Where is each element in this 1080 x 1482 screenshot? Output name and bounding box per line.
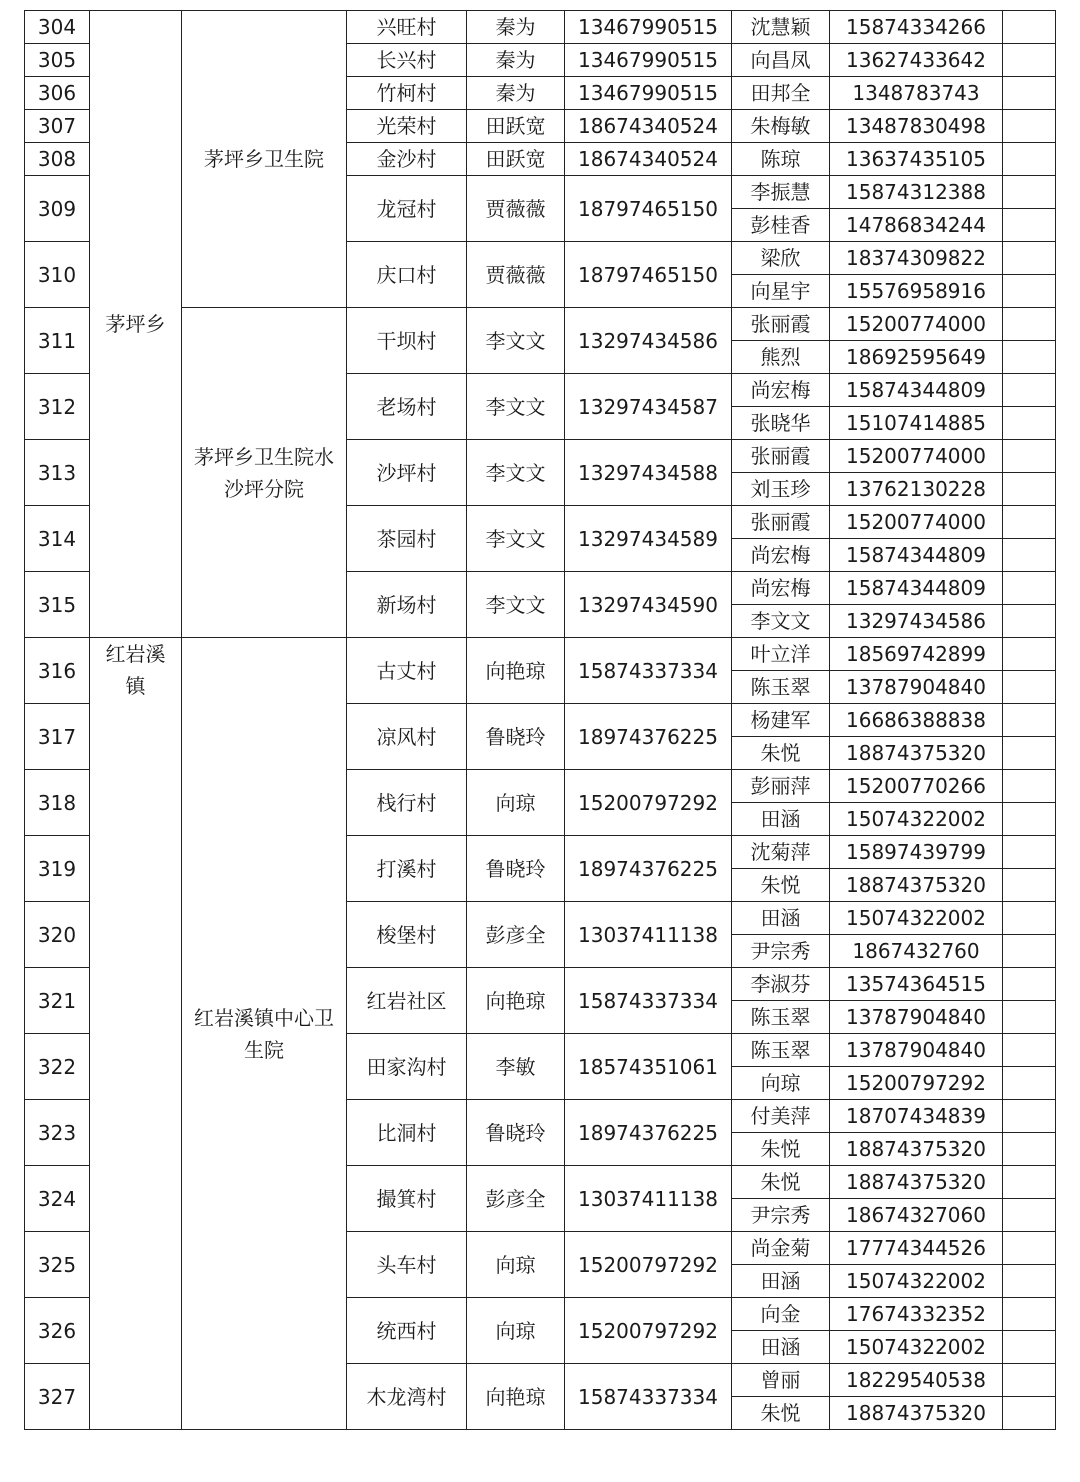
blank-cell: [1003, 1133, 1056, 1166]
hospital-cell: 茅坪乡卫生院: [182, 11, 347, 308]
blank-cell: [1003, 506, 1056, 539]
contact-phone-cell: 18874375320: [830, 737, 1003, 770]
blank-cell: [1003, 308, 1056, 341]
contact-phone-cell: 15874344809: [830, 374, 1003, 407]
contact-name-cell: 彭桂香: [732, 209, 830, 242]
doctor-phone-cell: 15200797292: [565, 1298, 732, 1364]
blank-cell: [1003, 671, 1056, 704]
blank-cell: [1003, 11, 1056, 44]
contact-phone-cell: 18374309822: [830, 242, 1003, 275]
row-number: 326: [25, 1298, 90, 1364]
blank-cell: [1003, 836, 1056, 869]
blank-cell: [1003, 275, 1056, 308]
contact-name-cell: 彭丽萍: [732, 770, 830, 803]
doctor-phone-cell: 18674340524: [565, 143, 732, 176]
contact-name-cell: 张晓华: [732, 407, 830, 440]
blank-cell: [1003, 1067, 1056, 1100]
doctor-name-cell: 贾薇薇: [467, 242, 565, 308]
blank-cell: [1003, 935, 1056, 968]
doctor-name-cell: 向艳琼: [467, 638, 565, 704]
doctor-phone-cell: 15200797292: [565, 1232, 732, 1298]
row-number: 307: [25, 110, 90, 143]
contact-name-cell: 向金: [732, 1298, 830, 1331]
doctor-phone-cell: 15874337334: [565, 638, 732, 704]
doctor-phone-cell: 13467990515: [565, 77, 732, 110]
row-number: 321: [25, 968, 90, 1034]
contact-phone-cell: 15897439799: [830, 836, 1003, 869]
table-row: [25, 11, 1056, 44]
doctor-name-cell: 向琼: [467, 1232, 565, 1298]
doctor-name-cell: 李文文: [467, 308, 565, 374]
doctor-name-cell: 向琼: [467, 770, 565, 836]
blank-cell: [1003, 1364, 1056, 1397]
row-number: 313: [25, 440, 90, 506]
contact-phone-cell: 13627433642: [830, 44, 1003, 77]
blank-cell: [1003, 1100, 1056, 1133]
row-number: 318: [25, 770, 90, 836]
contact-phone-cell: 18874375320: [830, 1166, 1003, 1199]
contact-name-cell: 向琼: [732, 1067, 830, 1100]
contact-phone-cell: 13787904840: [830, 671, 1003, 704]
row-number: 316: [25, 638, 90, 704]
blank-cell: [1003, 968, 1056, 1001]
contact-name-cell: 田涵: [732, 1331, 830, 1364]
doctor-name-cell: 鲁晓玲: [467, 704, 565, 770]
contact-name-cell: 李淑芬: [732, 968, 830, 1001]
blank-cell: [1003, 77, 1056, 110]
blank-cell: [1003, 638, 1056, 671]
contact-phone-cell: 18674327060: [830, 1199, 1003, 1232]
village-cell: 梭堡村: [347, 902, 467, 968]
blank-cell: [1003, 1001, 1056, 1034]
blank-cell: [1003, 473, 1056, 506]
contact-name-cell: 杨建军: [732, 704, 830, 737]
doctor-name-cell: 李文文: [467, 374, 565, 440]
row-number: 317: [25, 704, 90, 770]
blank-cell: [1003, 1166, 1056, 1199]
contact-phone-cell: 18874375320: [830, 869, 1003, 902]
blank-cell: [1003, 770, 1056, 803]
contact-phone-cell: 15874344809: [830, 572, 1003, 605]
row-number: 325: [25, 1232, 90, 1298]
doctor-phone-cell: 18574351061: [565, 1034, 732, 1100]
contact-phone-cell: 13787904840: [830, 1001, 1003, 1034]
row-number: 310: [25, 242, 90, 308]
row-number: 314: [25, 506, 90, 572]
contact-name-cell: 朱悦: [732, 737, 830, 770]
village-cell: 茶园村: [347, 506, 467, 572]
contact-phone-cell: 13787904840: [830, 1034, 1003, 1067]
blank-cell: [1003, 737, 1056, 770]
contact-name-cell: 陈琼: [732, 143, 830, 176]
contact-name-cell: 陈玉翠: [732, 671, 830, 704]
village-cell: 金沙村: [347, 143, 467, 176]
blank-cell: [1003, 902, 1056, 935]
row-number: 315: [25, 572, 90, 638]
blank-cell: [1003, 44, 1056, 77]
village-cell: 木龙湾村: [347, 1364, 467, 1430]
village-cell: 比洞村: [347, 1100, 467, 1166]
blank-cell: [1003, 1199, 1056, 1232]
contact-phone-cell: 15874334266: [830, 11, 1003, 44]
town-cell: 茅坪乡: [90, 11, 182, 638]
contact-name-cell: 付美萍: [732, 1100, 830, 1133]
row-number: 323: [25, 1100, 90, 1166]
doctor-phone-cell: 13037411138: [565, 1166, 732, 1232]
doctor-phone-cell: 18674340524: [565, 110, 732, 143]
doctor-phone-cell: 13467990515: [565, 44, 732, 77]
hospital-cell: 茅坪乡卫生院水沙坪分院: [182, 308, 347, 638]
doctor-phone-cell: 18974376225: [565, 704, 732, 770]
village-cell: 长兴村: [347, 44, 467, 77]
contact-phone-cell: 18692595649: [830, 341, 1003, 374]
blank-cell: [1003, 572, 1056, 605]
doctor-phone-cell: 13297434589: [565, 506, 732, 572]
doctor-name-cell: 李文文: [467, 506, 565, 572]
contact-phone-cell: 15200774000: [830, 506, 1003, 539]
contact-name-cell: 刘玉珍: [732, 473, 830, 506]
contact-name-cell: 张丽霞: [732, 308, 830, 341]
contact-phone-cell: 13297434586: [830, 605, 1003, 638]
blank-cell: [1003, 1034, 1056, 1067]
blank-cell: [1003, 242, 1056, 275]
blank-cell: [1003, 1397, 1056, 1430]
doctor-phone-cell: 18974376225: [565, 1100, 732, 1166]
village-cell: 田家沟村: [347, 1034, 467, 1100]
blank-cell: [1003, 143, 1056, 176]
contact-phone-cell: 13574364515: [830, 968, 1003, 1001]
contact-name-cell: 陈玉翠: [732, 1001, 830, 1034]
village-cell: 统西村: [347, 1298, 467, 1364]
contact-name-cell: 叶立洋: [732, 638, 830, 671]
contact-phone-cell: 14786834244: [830, 209, 1003, 242]
doctor-name-cell: 田跃宽: [467, 110, 565, 143]
blank-cell: [1003, 803, 1056, 836]
row-number: 312: [25, 374, 90, 440]
blank-cell: [1003, 209, 1056, 242]
doctor-name-cell: 李敏: [467, 1034, 565, 1100]
row-number: 327: [25, 1364, 90, 1430]
doctor-name-cell: 彭彦全: [467, 902, 565, 968]
contact-phone-cell: 17674332352: [830, 1298, 1003, 1331]
contact-phone-cell: 15074322002: [830, 803, 1003, 836]
blank-cell: [1003, 1232, 1056, 1265]
contact-phone-cell: 13487830498: [830, 110, 1003, 143]
blank-cell: [1003, 1298, 1056, 1331]
doctor-name-cell: 田跃宽: [467, 143, 565, 176]
doctor-phone-cell: 13037411138: [565, 902, 732, 968]
contact-name-cell: 陈玉翠: [732, 1034, 830, 1067]
contact-phone-cell: 17774344526: [830, 1232, 1003, 1265]
table-body: [25, 11, 1056, 1430]
contact-name-cell: 田涵: [732, 1265, 830, 1298]
table-row: [25, 638, 1056, 671]
doctor-phone-cell: 13297434588: [565, 440, 732, 506]
row-number: 308: [25, 143, 90, 176]
contact-name-cell: 朱梅敏: [732, 110, 830, 143]
doctor-name-cell: 李文文: [467, 572, 565, 638]
contact-phone-cell: 15200774000: [830, 440, 1003, 473]
doctor-name-cell: 彭彦全: [467, 1166, 565, 1232]
row-number: 322: [25, 1034, 90, 1100]
hospital-cell: 红岩溪镇中心卫生院: [182, 638, 347, 1430]
blank-cell: [1003, 1331, 1056, 1364]
contact-phone-cell: 13637435105: [830, 143, 1003, 176]
contact-name-cell: 朱悦: [732, 1166, 830, 1199]
village-doctor-table: [24, 10, 1056, 1430]
doctor-name-cell: 向艳琼: [467, 968, 565, 1034]
doctor-phone-cell: 15200797292: [565, 770, 732, 836]
row-number: 324: [25, 1166, 90, 1232]
doctor-name-cell: 鲁晓玲: [467, 1100, 565, 1166]
contact-phone-cell: 18874375320: [830, 1133, 1003, 1166]
doctor-name-cell: 鲁晓玲: [467, 836, 565, 902]
village-cell: 沙坪村: [347, 440, 467, 506]
village-cell: 红岩社区: [347, 968, 467, 1034]
doctor-name-cell: 向艳琼: [467, 1364, 565, 1430]
contact-phone-cell: 15107414885: [830, 407, 1003, 440]
doctor-phone-cell: 18797465150: [565, 176, 732, 242]
contact-phone-cell: 15200770266: [830, 770, 1003, 803]
contact-phone-cell: 15200797292: [830, 1067, 1003, 1100]
village-cell: 干坝村: [347, 308, 467, 374]
contact-name-cell: 尚宏梅: [732, 572, 830, 605]
blank-cell: [1003, 341, 1056, 374]
contact-name-cell: 梁欣: [732, 242, 830, 275]
contact-name-cell: 张丽霞: [732, 506, 830, 539]
village-cell: 新场村: [347, 572, 467, 638]
doctor-phone-cell: 13297434586: [565, 308, 732, 374]
contact-phone-cell: 18874375320: [830, 1397, 1003, 1430]
contact-name-cell: 向昌凤: [732, 44, 830, 77]
contact-phone-cell: 13762130228: [830, 473, 1003, 506]
contact-name-cell: 沈慧颖: [732, 11, 830, 44]
row-number: 304: [25, 11, 90, 44]
contact-name-cell: 尹宗秀: [732, 935, 830, 968]
doctor-name-cell: 向琼: [467, 1298, 565, 1364]
doctor-name-cell: 李文文: [467, 440, 565, 506]
village-cell: 庆口村: [347, 242, 467, 308]
contact-phone-cell: 15576958916: [830, 275, 1003, 308]
row-number: 319: [25, 836, 90, 902]
blank-cell: [1003, 869, 1056, 902]
village-cell: 打溪村: [347, 836, 467, 902]
contact-phone-cell: 16686388838: [830, 704, 1003, 737]
contact-phone-cell: 15074322002: [830, 1265, 1003, 1298]
contact-name-cell: 熊烈: [732, 341, 830, 374]
contact-name-cell: 田邦全: [732, 77, 830, 110]
contact-name-cell: 朱悦: [732, 1397, 830, 1430]
doctor-name-cell: 秦为: [467, 11, 565, 44]
contact-name-cell: 朱悦: [732, 1133, 830, 1166]
contact-phone-cell: 18229540538: [830, 1364, 1003, 1397]
village-cell: 栈行村: [347, 770, 467, 836]
doctor-phone-cell: 13467990515: [565, 11, 732, 44]
contact-name-cell: 尹宗秀: [732, 1199, 830, 1232]
town-cell: 红岩溪镇: [90, 638, 182, 1430]
contact-name-cell: 朱悦: [732, 869, 830, 902]
blank-cell: [1003, 440, 1056, 473]
doctor-phone-cell: 18974376225: [565, 836, 732, 902]
row-number: 311: [25, 308, 90, 374]
row-number: 309: [25, 176, 90, 242]
village-cell: 凉风村: [347, 704, 467, 770]
contact-name-cell: 尚宏梅: [732, 539, 830, 572]
village-cell: 老场村: [347, 374, 467, 440]
village-cell: 竹柯村: [347, 77, 467, 110]
contact-name-cell: 曾丽: [732, 1364, 830, 1397]
blank-cell: [1003, 704, 1056, 737]
contact-phone-cell: 15074322002: [830, 1331, 1003, 1364]
blank-cell: [1003, 110, 1056, 143]
village-cell: 撮箕村: [347, 1166, 467, 1232]
doctor-phone-cell: 13297434590: [565, 572, 732, 638]
contact-phone-cell: 18707434839: [830, 1100, 1003, 1133]
row-number: 305: [25, 44, 90, 77]
contact-name-cell: 李振慧: [732, 176, 830, 209]
blank-cell: [1003, 605, 1056, 638]
contact-phone-cell: 1348783743: [830, 77, 1003, 110]
blank-cell: [1003, 539, 1056, 572]
contact-name-cell: 田涵: [732, 902, 830, 935]
blank-cell: [1003, 374, 1056, 407]
village-cell: 光荣村: [347, 110, 467, 143]
row-number: 320: [25, 902, 90, 968]
contact-name-cell: 田涵: [732, 803, 830, 836]
doctor-phone-cell: 13297434587: [565, 374, 732, 440]
doctor-name-cell: 秦为: [467, 44, 565, 77]
blank-cell: [1003, 176, 1056, 209]
contact-name-cell: 张丽霞: [732, 440, 830, 473]
row-number: 306: [25, 77, 90, 110]
village-cell: 古丈村: [347, 638, 467, 704]
contact-phone-cell: 15200774000: [830, 308, 1003, 341]
contact-phone-cell: 15874312388: [830, 176, 1003, 209]
doctor-phone-cell: 18797465150: [565, 242, 732, 308]
contact-name-cell: 尚宏梅: [732, 374, 830, 407]
doctor-name-cell: 贾薇薇: [467, 176, 565, 242]
contact-phone-cell: 15074322002: [830, 902, 1003, 935]
contact-name-cell: 尚金菊: [732, 1232, 830, 1265]
blank-cell: [1003, 1265, 1056, 1298]
village-cell: 兴旺村: [347, 11, 467, 44]
doctor-phone-cell: 15874337334: [565, 968, 732, 1034]
contact-name-cell: 向星宇: [732, 275, 830, 308]
contact-name-cell: 沈菊萍: [732, 836, 830, 869]
village-cell: 龙冠村: [347, 176, 467, 242]
contact-phone-cell: 1867432760: [830, 935, 1003, 968]
contact-phone-cell: 15874344809: [830, 539, 1003, 572]
village-cell: 头车村: [347, 1232, 467, 1298]
blank-cell: [1003, 407, 1056, 440]
doctor-phone-cell: 15874337334: [565, 1364, 732, 1430]
contact-phone-cell: 18569742899: [830, 638, 1003, 671]
contact-name-cell: 李文文: [732, 605, 830, 638]
doctor-name-cell: 秦为: [467, 77, 565, 110]
